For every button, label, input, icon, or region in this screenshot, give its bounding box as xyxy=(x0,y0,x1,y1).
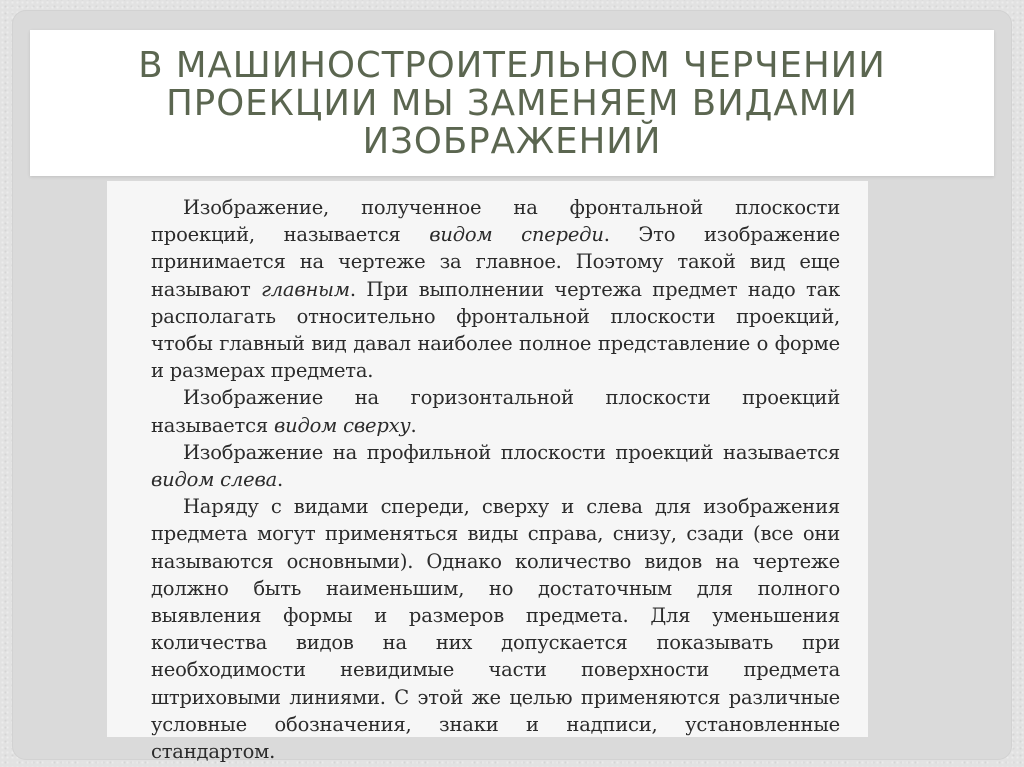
title-box xyxy=(30,30,994,176)
text-run: Изображение, полученное на фронтальной плоскости проекций, называется xyxy=(151,196,840,247)
text-run: . xyxy=(410,413,417,437)
text-run: . При выполнении чертежа предмет надо так располагать относительно фронтальной плоскости проекций, чтобы главный вид давал наиболее полное представление о форме и размерах предмета. xyxy=(151,277,841,383)
paragraph-other-views xyxy=(151,493,840,765)
paragraph-left-view xyxy=(151,439,840,493)
term-front-view: видом спереди xyxy=(429,223,604,247)
paragraph-front-view xyxy=(151,194,840,384)
text-run: . Это изображение принимается на чертеже за главное. Поэтому такой вид еще называют xyxy=(151,223,840,301)
text-run: Наряду с видами спереди, сверху и слева для изображения предмета могут применяться виды справа, снизу, сзади (все они называются основными). Однако количество видов на чертеже должно быть наименьшим, но достаточным для полного выявления формы и размеров предмета. Для уменьшения количества видов на них допускается показывать при необходимости невидимые части поверхности предмета штриховыми линиями. С этой же целью применяются различные условные обозначения, знаки и надписи, установленные стандартом. xyxy=(151,495,840,764)
term-top-view: видом сверху xyxy=(273,413,411,437)
paragraph-top-view xyxy=(151,384,840,438)
term-left-view: видом слева xyxy=(151,468,278,492)
text-run: . xyxy=(277,468,284,492)
slide-title: В МАШИНОСТРОИТЕЛЬНОМ ЧЕРЧЕНИИ ПРОЕКЦИИ МЫ ЗАМЕНЯЕМ ВИДАМИ ИЗОБРАЖЕНИЙ xyxy=(138,45,886,162)
term-main-view: главным xyxy=(261,277,350,301)
scanned-text-page xyxy=(107,181,868,764)
text-run: Изображение на горизонтальной плоскости проекций называется xyxy=(151,386,840,437)
text-run: Изображение на профильной плоскости проекций называется xyxy=(183,440,840,464)
